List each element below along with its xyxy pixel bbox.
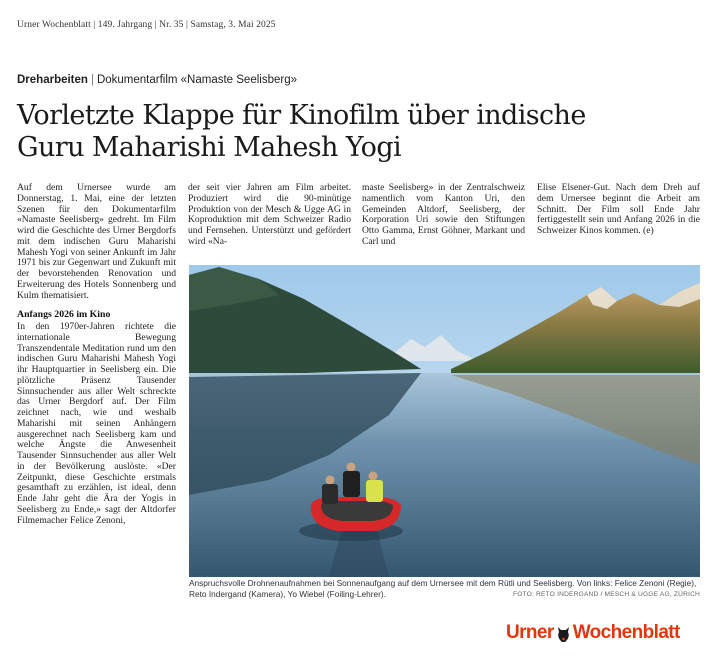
kicker-category: Dreharbeiten	[17, 74, 88, 86]
article-column-1	[17, 183, 176, 526]
kicker-topic: Dokumentarfilm «Namaste Seelisberg»	[96, 74, 297, 86]
newspaper-logo	[506, 621, 680, 645]
kicker-separator: |	[90, 74, 94, 86]
photo-caption-text: Anspruchsvolle Drohnenaufnahmen bei Sonnenaufgang auf dem Urnersee mit dem Rütli und Seelisberg. Von links: Felice Zenoni (Regie), Reto Indergand (Kamera), Yo Wiebel (Foiling-Lehrer).	[189, 578, 697, 599]
article-paragraph-col4: Elise Elsener-Gut. Nach dem Dreh auf dem Urnersee beginnt die Arbeit am Schnitt. Der Film soll Ende Jahr fertiggestellt sein und Anfang 2026 in die Schweizer Kinos kommen. (e)	[537, 182, 700, 236]
newspaper-topline: Urner Wochenblatt | 149. Jahrgang | Nr. 35 | Samstag, 3. Mai 2025	[17, 20, 276, 30]
article-photo	[189, 265, 700, 577]
logo-text-left: Urner	[506, 622, 554, 643]
photo-credit: FOTO: RETO INDERGAND / MESCH & UGGE AG, ZÜRICH	[512, 590, 700, 598]
article-column-2	[188, 183, 351, 248]
logo-text-right: Wochenblatt	[572, 622, 680, 643]
article-paragraph-col3: maste Seelisberg» in der Zentralschweiz namentlich vom Kanton Uri, den Gemeinden Altdorf, Seelisberg, der Korporation Uri sowie den Stiftungen Otto Gamma, Ernst Göhner, Markant und Carl und	[362, 182, 525, 247]
article-kicker	[17, 74, 297, 86]
article-paragraph-col2: der seit vier Jahren am Film arbeitet. Produziert wird die 90-minütige Produktion von der Mesch & Ugge AG in Koproduktion mit dem Schweizer Radio und Fernsehen. Unterstützt und gefördert wird «Na-	[188, 182, 351, 247]
headline-line-1: Vorletzte Klappe für Kinofilm über indische	[17, 100, 586, 131]
headline-line-2: Guru Maharishi Mahesh Yogi	[17, 132, 402, 163]
article-paragraph-body: In den 1970er-Jahren richtete die internationale Bewegung Transzendentale Meditation rund um den indischen Guru Maharishi Mahesh Yogi ihr Hauptquartier in Seelisberg ein. Die plötzliche Präsenz Tausender Sinnsuchender aus aller Welt schreckte das Urner Bergdorf auf. Der Film zeichnet nach, wie und weshalb Maharishi mit seinen Anhängern ausgerechnet nach Seelisberg kam und welche Ängste die Anwesenheit Tausender Sinnsuchender aus aller Welt in der Bevölkerung auslöste. «Der Zeitpunkt, diese Geschichte erstmals gesamthaft zu erzählen, ist ideal, denn Ende Jahr geht die Ära der Yogis in Seelisberg zu Ende,» sagt der Altdorfer Filmemacher Felice Zenoni,	[17, 321, 176, 526]
article-column-3	[362, 183, 525, 248]
uri-bull-icon	[555, 624, 572, 643]
article-headline	[17, 100, 707, 164]
article-column-4	[537, 183, 700, 237]
article-subheading: Anfangs 2026 im Kino	[17, 309, 111, 321]
article-paragraph-intro: Auf dem Urnersee wurde am Donnerstag, 1. Mai, eine der letzten Szenen für den Dokumentarfilm «Namaste Seelisberg» gedreht. Im Film wird die Geschichte des Urner Bergdorfs mit dem indischen Guru Maharishi Mahesh Yogi von seiner Ankunft im Jahr 1971 bis zur Gegenwart und Zukunft mit der bevorstehenden Renovation und Erweiterung des Hotels Sonnenberg und Kulm thematisiert.	[17, 182, 176, 301]
photo-caption	[189, 578, 700, 600]
